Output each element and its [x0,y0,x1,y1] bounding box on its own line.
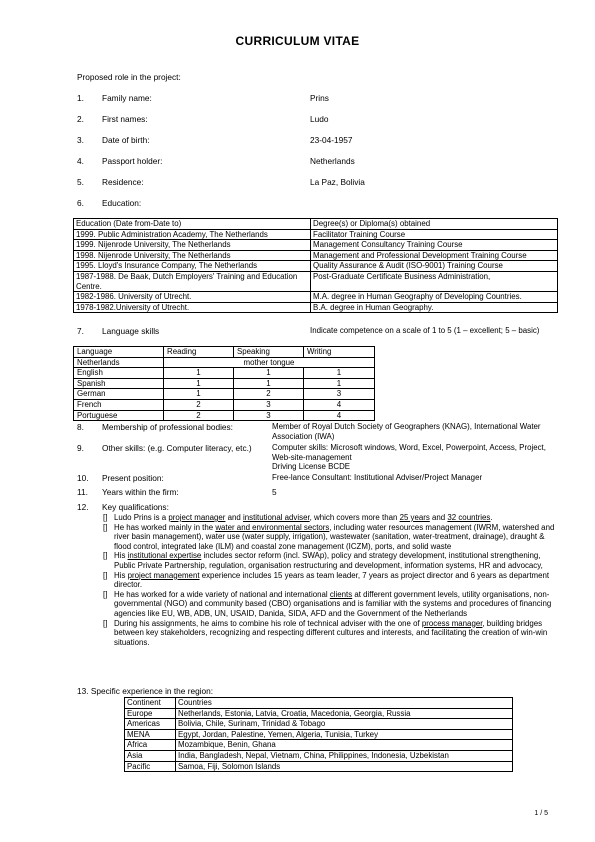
table-header: Countries [176,698,513,709]
language-skills-label: Language skills [102,326,160,336]
table-header: Language [74,347,164,358]
table-cell: 1998. Nijenrode University, The Netherlands [74,250,311,261]
language-scale-note: Indicate competence on a scale of 1 to 5 (1 – excellent; 5 – basic) [310,326,540,335]
date-of-birth-label: Date of birth: [102,135,150,145]
table-cell: 1 [304,368,375,379]
proposed-role-label: Proposed role in the project: [77,72,181,82]
years-within-firm-label: Years within the firm: [102,487,179,497]
table-header-row [125,698,513,709]
table-cell: Portuguese [74,410,164,421]
key-qualifications-list [103,513,558,647]
key-qualifications-label: Key qualifications: [102,502,169,512]
table-cell: 1 [234,378,304,389]
list-item [103,523,558,552]
membership-value: Member of Royal Dutch Society of Geographers (KNAG), International Water Association (IWA) [272,422,541,441]
table-header: Speaking [234,347,304,358]
table-cell: Asia [125,750,176,761]
text: and [429,513,448,522]
residence-value: La Paz, Bolivia [310,177,365,187]
present-position-value: Free-lance Consultant: Institutional Adviser/Project Manager [272,473,483,482]
other-skills-label: Other skills: (e.g. Computer literacy, etc.) [102,443,252,453]
item-num: 11. [77,487,88,497]
table-cell: English [74,368,164,379]
text: , including water resources management (IWRM, watershed and river basin management), water use (water supply, irrigation), wastewater (sanitation, water-treatment, drainage), draught & flood control, integrated lake (ILM) and coastal zone management (ICZM), ports, and solid waste [114,522,555,551]
list-item [103,619,558,648]
table-row [74,368,375,379]
table-header: Reading [164,347,234,358]
list-item [103,551,558,570]
table-row [125,740,513,751]
table-row [74,250,558,261]
table-cell: Samoa, Fiji, Solomon Islands [176,761,513,772]
list-item [103,571,558,590]
date-of-birth-value: 23-04-1957 [310,135,353,145]
years-within-firm-value: 5 [272,487,277,497]
language-table [73,346,375,421]
passport-holder-label: Passport holder: [102,156,163,166]
table-cell: Facilitator Training Course [311,229,558,240]
family-name-value: Prins [310,93,329,103]
table-row [74,399,375,410]
text: , building bridges between key stakeholders, recognizing and respecting different cultures and interests, and facilitating the creation of win-win situations. [114,618,548,647]
table-cell: 1987-1988. De Baak, Dutch Employers' Training and Education Centre. [74,271,311,291]
item-num: 9. [77,443,84,453]
table-header: Education (Date from-Date to) [74,219,311,230]
table-row [74,240,558,251]
table-cell: M.A. degree in Human Geography of Developing Countries. [311,292,558,303]
table-cell: 1982-1986. University of Utrecht. [74,292,311,303]
text: During his assignments, he aims to combine his role of technical adviser with the one of [114,618,422,628]
family-name-label: Family name: [102,93,152,103]
table-row [125,729,513,740]
table-cell: 1 [234,368,304,379]
table-header-row [74,219,558,230]
item-num: 1. [77,93,84,103]
page-number: 1 / 5 [534,810,548,817]
underlined-term: process manager [421,618,483,628]
table-cell: 2 [164,410,234,421]
underlined-term: 25 years [399,513,430,522]
checkbox-icon: [] [103,522,108,532]
text: . [490,513,493,522]
table-row [74,357,375,368]
item-num: 12. [77,502,89,512]
text: , which covers more than [309,513,400,522]
item-num: 4. [77,156,84,166]
table-cell: 1999. Nijenrode University, The Netherlands [74,240,311,251]
document-title: CURRICULUM VITAE [235,34,360,48]
membership-label: Membership of professional bodies: [102,422,233,432]
table-row [74,271,558,291]
table-cell: 1995. Lloyd's Insurance Company, The Netherlands [74,261,311,272]
checkbox-icon: [] [103,551,108,561]
table-header: Continent [125,698,176,709]
table-cell: 1 [304,378,375,389]
item-num: 10. [77,473,89,483]
item-num: 5. [77,177,84,187]
other-skills-value: Computer skills: Microsoft windows, Word, Excel, Powerpoint, Access, Project, Web-site-management [272,443,546,462]
table-row [74,302,558,313]
table-cell: 3 [234,410,304,421]
education-label: Education: [102,198,142,208]
table-cell: Netherlands [74,357,164,368]
checkbox-icon: [] [103,618,108,628]
table-cell: B.A. degree in Human Geography. [311,302,558,313]
table-cell: 1 [164,368,234,379]
item-num: 3. [77,135,84,145]
table-cell: French [74,399,164,410]
text: His [114,570,128,580]
table-cell: MENA [125,729,176,740]
table-row [125,708,513,719]
education-table [73,218,558,313]
table-row [125,750,513,761]
item-num: 7. [77,326,84,336]
table-row [74,229,558,240]
table-row [74,292,558,303]
item-num: 2. [77,114,84,124]
underlined-term: institutional adviser [242,513,310,522]
table-cell: 4 [304,399,375,410]
table-cell: 1 [164,378,234,389]
text: experience includes 15 years as team leader, 7 years as project director and 6 years as department director. [114,570,550,590]
list-item [103,590,558,619]
residence-label: Residence: [102,177,144,187]
table-cell: 3 [234,399,304,410]
specific-experience-table [124,697,513,772]
text: He has worked for a wide variety of national and international [114,589,330,599]
table-cell: Africa [125,740,176,751]
underlined-term: project manager [168,513,226,522]
table-cell: Bolivia, Chile, Surinam, Trinidad & Tobago [176,719,513,730]
table-cell: Post-Graduate Certificate Business Administration, [311,271,558,291]
table-row [74,389,375,400]
table-cell: India, Bangladesh, Nepal, Vietnam, China, Philippines, Indonesia, Uzbekistan [176,750,513,761]
underlined-term: clients [329,589,353,599]
item-num: 8. [77,422,84,432]
text: and [225,513,243,522]
table-cell: 1 [164,389,234,400]
checkbox-icon: [] [103,513,108,522]
table-cell: 2 [164,399,234,410]
checkbox-icon: [] [103,570,108,580]
table-header-row [74,347,375,358]
table-header: Degree(s) or Diploma(s) obtained [311,219,558,230]
table-cell: Quality Assurance & Audit (ISO-9001) Training Course [311,261,558,272]
first-names-label: First names: [102,114,148,124]
table-cell: Americas [125,719,176,730]
table-cell: 3 [304,389,375,400]
checkbox-icon: [] [103,589,108,599]
table-row [74,378,375,389]
first-names-value: Ludo [310,114,329,124]
text: at different government levels, utility organisations, non-governmental (NGO) and community based (CBO) organisations and is familiar with the systems and procedures of financing agencies like EU, WB, ADB, UN, USAID, Danida, SIDA, AFD and the Government of the Netherlands [114,589,552,618]
text: He has worked mainly in the [114,522,216,532]
underlined-term: 32 countries [447,513,491,522]
underlined-term: project management [127,570,200,580]
text: His [114,551,128,561]
table-row [74,261,558,272]
table-cell: 1978-1982.University of Utrecht. [74,302,311,313]
table-cell: Spanish [74,378,164,389]
table-row [125,761,513,772]
table-cell: Egypt, Jordan, Palestine, Yemen, Algeria, Tunisia, Turkey [176,729,513,740]
table-cell: 2 [234,389,304,400]
table-cell: Management and Professional Development Training Course [311,250,558,261]
underlined-term: water and environmental sectors [215,522,330,532]
table-header: Writing [304,347,375,358]
table-cell: 4 [304,410,375,421]
table-cell: Management Consultancy Training Course [311,240,558,251]
driving-license-value: Driving License BCDE [272,462,351,471]
item-num: 6. [77,198,84,208]
text: includes sector reform (incl. SWAp), policy and strategy development, institutional strengthening, Public Private Partnership, regulation, organisation restructuring and development, information systems, HR and advocacy, [114,551,543,570]
table-row [74,410,375,421]
passport-holder-value: Netherlands [310,156,355,166]
table-cell: Netherlands, Estonia, Latvia, Croatia, Macedonia, Georgia, Russia [176,708,513,719]
table-cell: 1999. Public Administration Academy, The Netherlands [74,229,311,240]
specific-experience-label: 13. Specific experience in the region: [77,686,214,696]
list-item [103,513,558,523]
mother-tongue-cell: mother tongue [164,357,375,368]
text: Ludo Prins is a [114,513,169,522]
table-cell: German [74,389,164,400]
table-cell: Europe [125,708,176,719]
underlined-term: institutional expertise [127,551,202,561]
table-cell: Pacific [125,761,176,772]
present-position-label: Present position: [102,473,164,483]
table-cell: Mozambique, Benin, Ghana [176,740,513,751]
table-row [125,719,513,730]
